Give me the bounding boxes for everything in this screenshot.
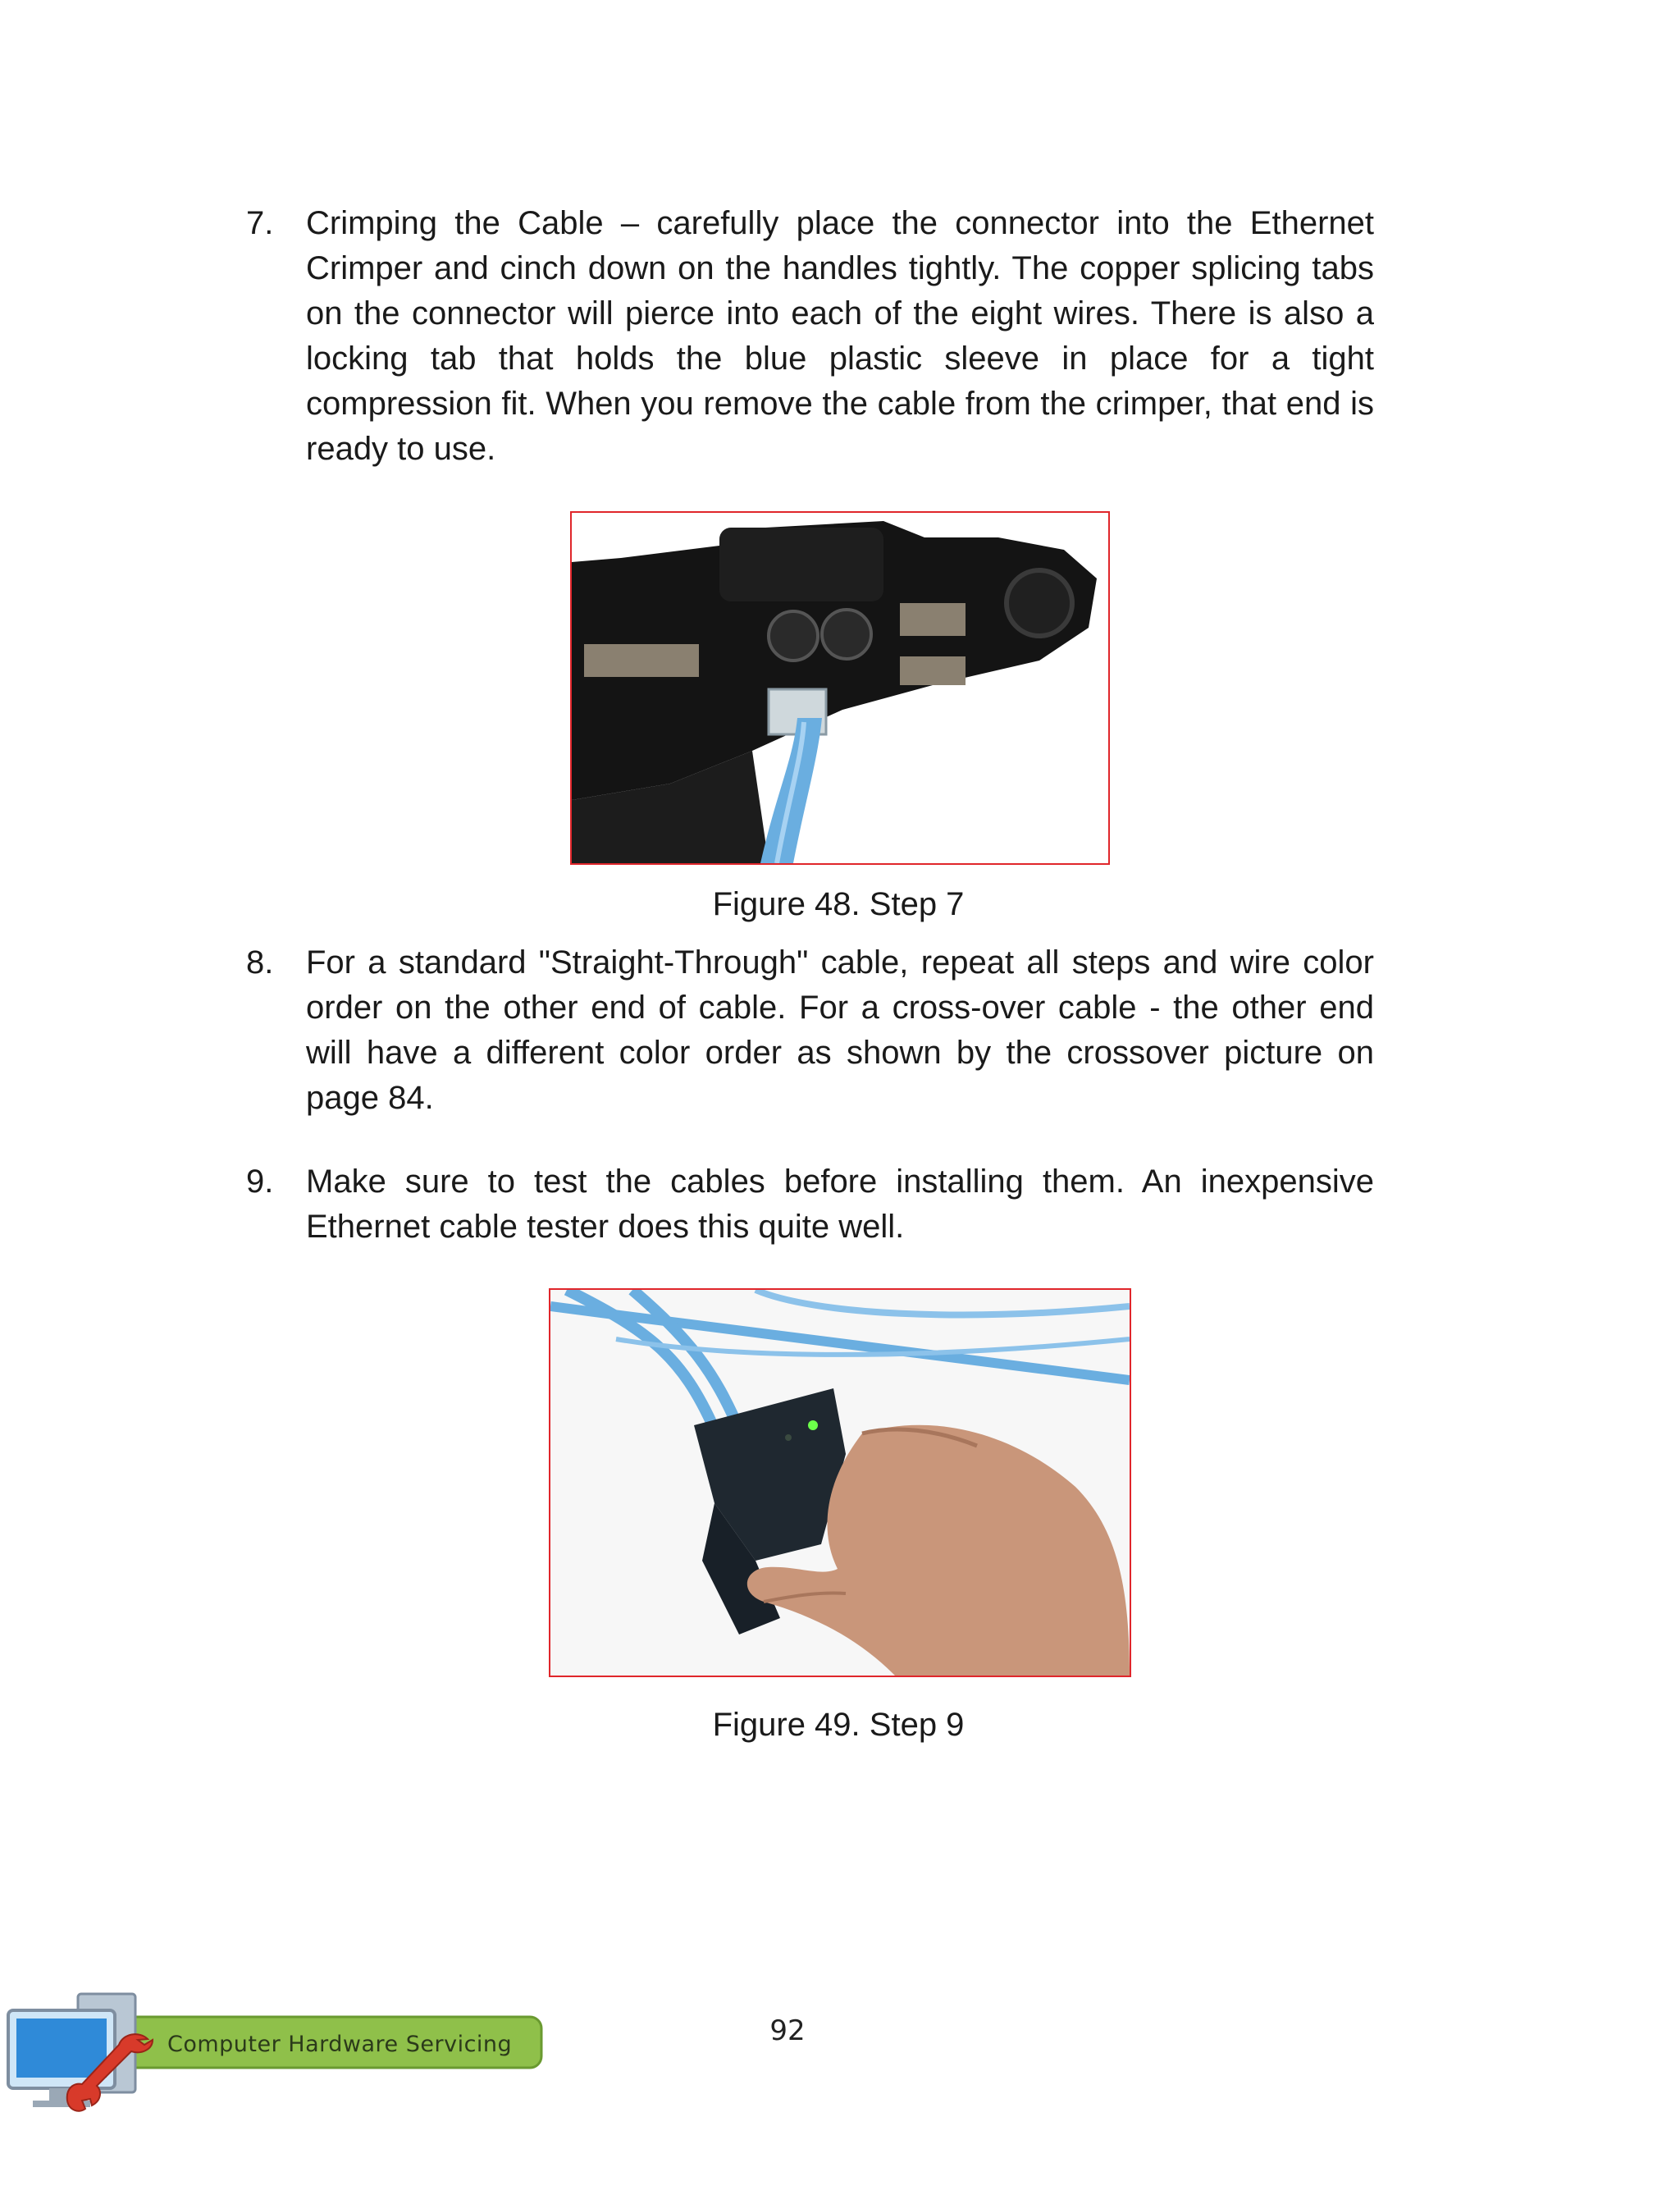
step-number: 9. <box>246 1164 274 1200</box>
step-text: Crimping the Cable – carefully place the connector into the Ethernet Crimper and cinch down on the handles tightly. The copper splicing tabs on the connector will pierce into each of the eight wires. There is also a locking tab that holds the blue plastic sleeve in place for a tight compression fit. When you remove the cable from the crimper, that end is ready to use. <box>306 205 1374 467</box>
figure-48-image <box>570 511 1110 865</box>
step-7 <box>246 201 1374 472</box>
figure-48-caption: Figure 48. Step 7 <box>712 886 965 922</box>
figure-49-caption: Figure 49. Step 9 <box>712 1707 965 1743</box>
crimper-photo <box>572 513 1108 863</box>
step-text: For a standard "Straight-Through" cable, repeat all steps and wire color order on the other end of cable. For a cross-over cable - the other end will have a different color order as shown by the crossover picture on page 84. <box>306 944 1374 1116</box>
step-8 <box>246 940 1374 1121</box>
step-9 <box>246 1159 1374 1250</box>
footer-logo <box>0 1986 574 2125</box>
figure-49-image <box>549 1288 1131 1677</box>
step-number: 7. <box>246 205 274 241</box>
footer-logo-text: Computer Hardware Servicing <box>167 2032 513 2057</box>
step-text: Make sure to test the cables before installing them. An inexpensive Ethernet cable tester does this quite well. <box>306 1164 1374 1245</box>
cable-tester-photo <box>550 1290 1130 1676</box>
step-number: 8. <box>246 944 274 981</box>
page-number: 92 <box>769 2014 806 2047</box>
